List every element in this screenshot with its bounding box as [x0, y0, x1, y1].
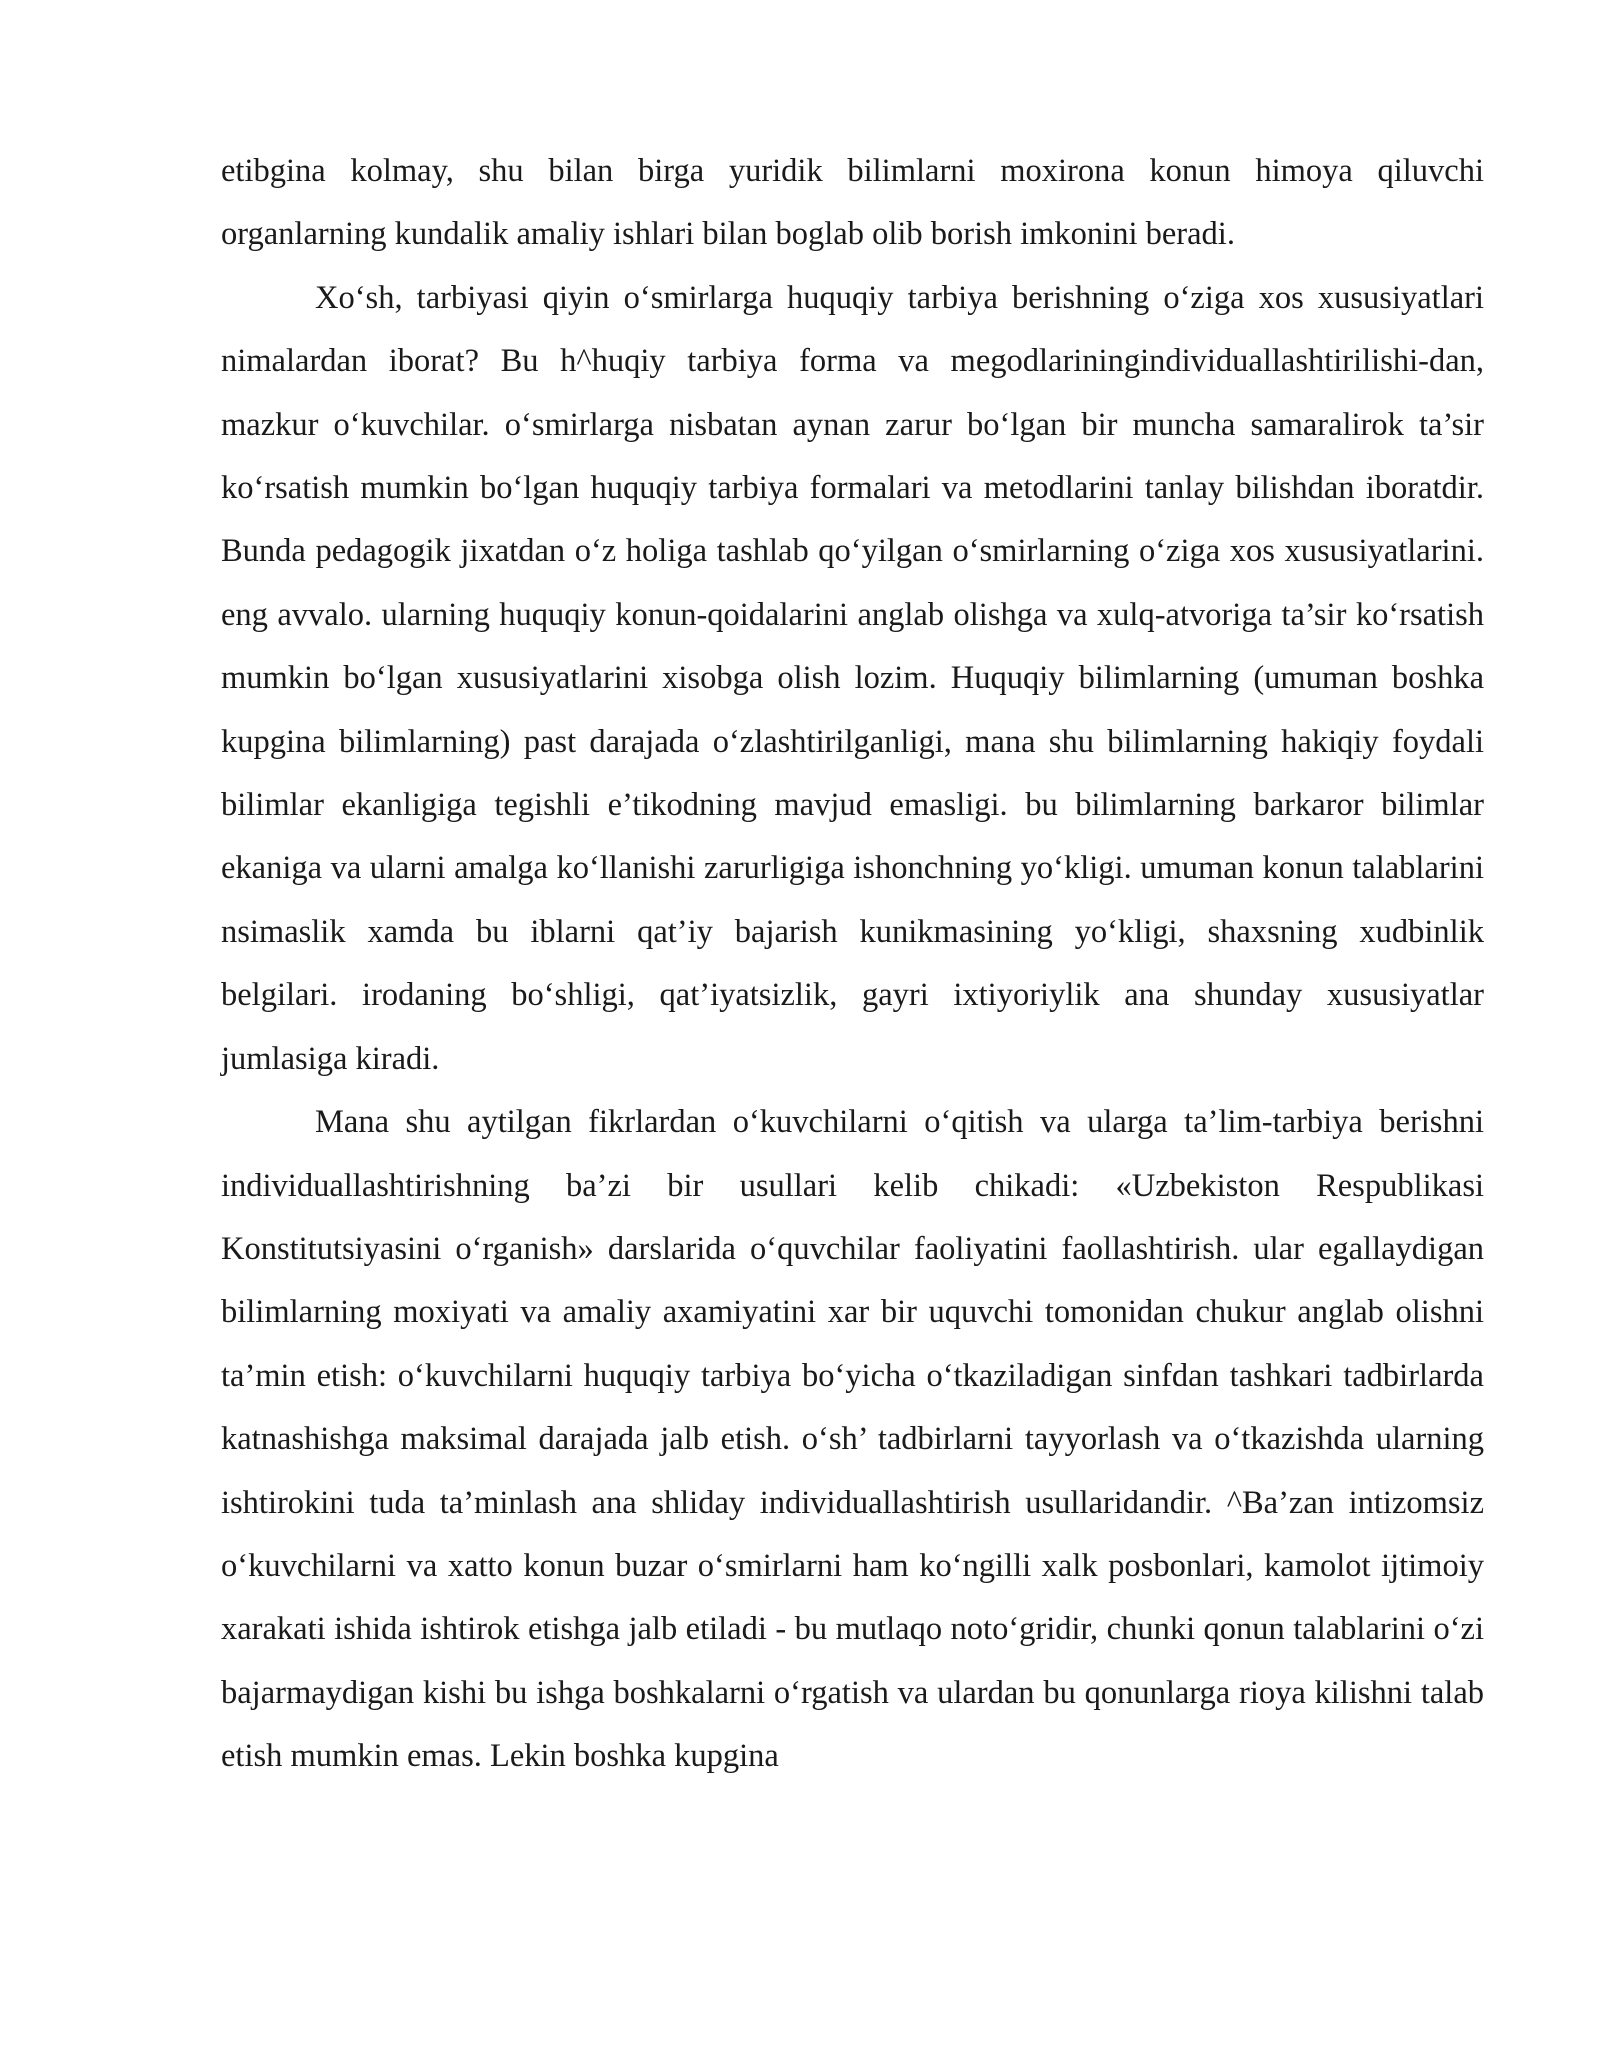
body-text	[221, 140, 1484, 1789]
paragraph-1: etibgina kolmay, shu bilan birga yuridik bilimlarni moxirona konun himoya qiluvchi organlarning kundalik amaliy ishlari bilan boglab olib borish imkonini beradi.	[221, 153, 1484, 253]
paragraph-2: Xo‘sh, tarbiyasi qiyin o‘smirlarga huquqiy tarbiya berishning o‘ziga xos xususiyatlari nimalardan iborat? Bu h^huqiy tarbiya forma va megodlariningindividuallashtirilishi-dan, mazkur o‘kuvchilar. o‘smirlarga nisbatan aynan zarur bo‘lgan bir muncha samaralirok ta’sir ko‘rsatish mumkin bo‘lgan huquqiy tarbiya formalari va metodlarini tanlay bilishdan iboratdir. Bunda pedagogik jixatdan o‘z holiga tashlab qo‘yilgan o‘smirlarning o‘ziga xos xususiyatlarini. eng avvalo. ularning huquqiy konun-qoidalarini anglab olishga va xulq-atvoriga ta’sir ko‘rsatish mumkin bo‘lgan xususiyatlarini xisobga olish lozim. Huquqiy bilimlarning (umuman boshka kupgina bilimlarning) past darajada o‘zlashtirilganligi, mana shu bilimlarning hakiqiy foydali bilimlar ekanligiga tegishli e’tikodning mavjud emasligi. bu bilimlarning barkaror bilimlar ekaniga va ularni amalga ko‘llanishi zarurligiga ishonchning yo‘kligi. umuman konun talablarini nsimaslik xamda bu iblarni qat’iy bajarish kunikmasining yo‘kligi, shaxsning xudbinlik belgilari. irodaning bo‘shligi, qat’iyatsizlik, gayri ixtiyoriylik ana shunday xususiyatlar jumlasiga kiradi.	[221, 279, 1484, 1077]
paragraph-3: Mana shu aytilgan fikrlardan o‘kuvchilarni o‘qitish va ularga ta’lim-tarbiya berishni individuallashtirishning ba’zi bir usullari kelib chikadi: «Uzbekiston Respublikasi Konstitutsiyasini o‘rganish» darslarida o‘quvchilar faoliyatini faollashtirish. ular egallaydigan bilimlarning moxiyati va amaliy axamiyatini xar bir uquvchi tomonidan chukur anglab olishni ta’min etish: o‘kuvchilarni huquqiy tarbiya bo‘yicha o‘tkaziladigan sinfdan tashkari tadbirlarda katnashishga maksimal darajada jalb etish. o‘sh’ tadbirlarni tayyorlash va o‘tkazishda ularning ishtirokini tuda ta’minlash ana shliday individuallashtirish usullaridandir. ^Ba’zan intizomsiz o‘kuvchilarni va xatto konun buzar o‘smirlarni ham ko‘ngilli xalk posbonlari, kamolot ijtimoiy xarakati ishida ishtirok etishga jalb etiladi - bu mutlaqo noto‘gridir, chunki qonun talablarini o‘zi bajarmaydigan kishi bu ishga boshkalarni o‘rgatish va ulardan bu qonunlarga rioya kilishni talab etish mumkin emas. Lekin boshka kupgina	[221, 1104, 1484, 1775]
